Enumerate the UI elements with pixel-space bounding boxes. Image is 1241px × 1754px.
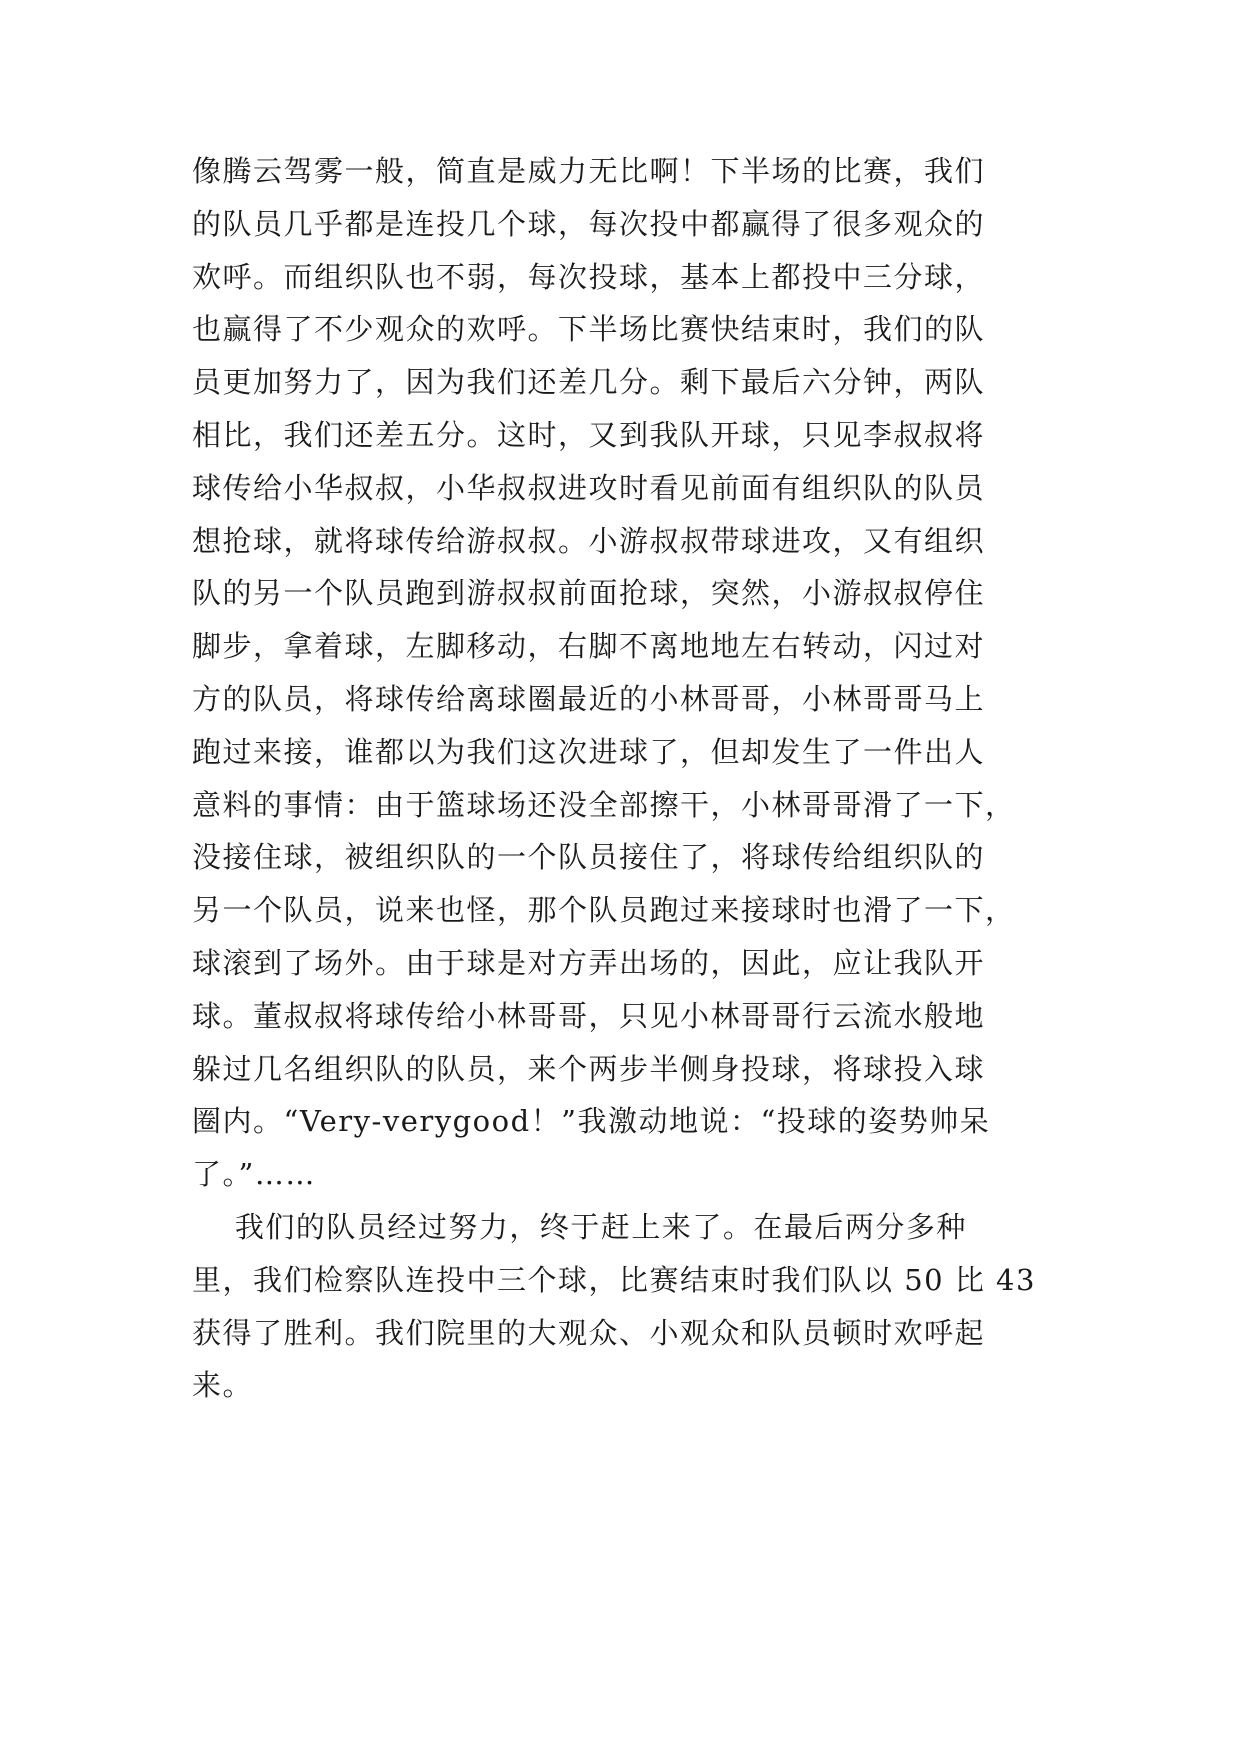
paragraph-1-line-8: 想抢球，就将球传给游叔叔。小游叔叔带球进攻，又有组织 bbox=[192, 524, 986, 558]
paragraph-1-line-18: 躲过几名组织队的队员，来个两步半侧身投球，将球投入球 bbox=[192, 1052, 986, 1086]
paragraph-1-line-3: 欢呼。而组织队也不弱，每次投球，基本上都投中三分球， bbox=[192, 260, 986, 294]
paragraph-1-line-2: 的队员几乎都是连投几个球，每次投中都赢得了很多观众的 bbox=[192, 207, 986, 241]
paragraph-1-line-16: 球滚到了场外。由于球是对方弄出场的，因此，应让我队开 bbox=[192, 946, 986, 980]
paragraph-1-line-6: 相比，我们还差五分。这时，又到我队开球，只见李叔叔将 bbox=[192, 418, 986, 452]
paragraph-1-line-4: 也赢得了不少观众的欢呼。下半场比赛快结束时，我们的队 bbox=[192, 312, 986, 346]
paragraph-1-line-20: 了。”…… bbox=[192, 1157, 316, 1191]
paragraph-1-line-1: 像腾云驾雾一般，简直是威力无比啊！下半场的比赛，我们 bbox=[192, 154, 986, 188]
paragraph-1-line-12: 跑过来接，谁都以为我们这次进球了，但却发生了一件出人 bbox=[192, 735, 986, 769]
paragraph-1-line-14: 没接住球，被组织队的一个队员接住了，将球传给组织队的 bbox=[192, 840, 986, 874]
paragraph-1-line-11: 方的队员，将球传给离球圈最近的小林哥哥，小林哥哥马上 bbox=[192, 682, 986, 716]
paragraph-1-line-9: 队的另一个队员跑到游叔叔前面抢球，突然，小游叔叔停住 bbox=[192, 576, 986, 610]
paragraph-2-line-4: 来。 bbox=[192, 1368, 254, 1402]
paragraph-2-line-2: 里，我们检察队连投中三个球，比赛结束时我们队以 50 比 43 bbox=[192, 1263, 1036, 1297]
paragraph-1-line-7: 球传给小华叔叔，小华叔叔进攻时看见前面有组织队的队员 bbox=[192, 471, 986, 505]
paragraph-1-line-10: 脚步，拿着球，左脚移动，右脚不离地地左右转动，闪过对 bbox=[192, 629, 986, 663]
paragraph-1-line-15: 另一个队员，说来也怪，那个队员跑过来接球时也滑了一下， bbox=[192, 893, 1016, 927]
paragraph-1-line-5: 员更加努力了，因为我们还差几分。剩下最后六分钟，两队 bbox=[192, 365, 986, 399]
paragraph-2-line-3: 获得了胜利。我们院里的大观众、小观众和队员顿时欢呼起 bbox=[192, 1316, 986, 1350]
paragraph-1-line-17: 球。董叔叔将球传给小林哥哥，只见小林哥哥行云流水般地 bbox=[192, 999, 986, 1033]
paragraph-2-line-1: 我们的队员经过努力，终于赶上来了。在最后两分多种 bbox=[192, 1210, 967, 1244]
paragraph-1-line-19: 圈内。“Very-verygood！”我激动地说：“投球的姿势帅呆 bbox=[192, 1104, 991, 1138]
paragraph-1-line-13: 意料的事情：由于篮球场还没全部擦干，小林哥哥滑了一下， bbox=[192, 788, 1016, 822]
